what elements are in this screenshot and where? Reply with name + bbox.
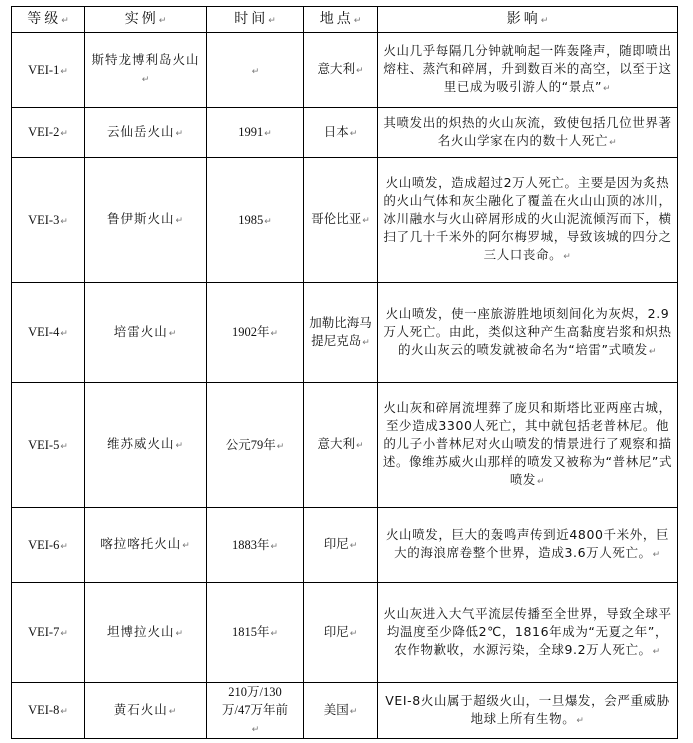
example-cell: 坦博拉火山↵	[85, 583, 207, 683]
impact-cell: 其喷发出的炽热的火山灰流，致使包括几位世界著名火山学家在内的数十人死亡↵	[378, 108, 678, 158]
example-cell: 斯特龙博利岛火山↵	[85, 33, 207, 108]
table-row	[12, 683, 678, 739]
header-time: 时间↵	[207, 7, 304, 33]
impact-cell: 火山喷发，使一座旅游胜地顷刻间化为灰烬，2.9万人死亡。由此，类似这种产生高黏度岩浆和炽热的火山灰云的喷发就被命名为“培雷”式喷发↵	[378, 283, 678, 383]
table-row	[12, 108, 678, 158]
level-cell: VEI-1↵	[12, 33, 85, 108]
time-cell: 210万/130万/47万年前↵	[207, 683, 304, 739]
table-row	[12, 283, 678, 383]
example-cell: 培雷火山↵	[85, 283, 207, 383]
example-cell: 黄石火山↵	[85, 683, 207, 739]
level-cell: VEI-4↵	[12, 283, 85, 383]
level-cell: VEI-3↵	[12, 158, 85, 283]
header-impact: 影响↵	[378, 7, 678, 33]
example-cell: 鲁伊斯火山↵	[85, 158, 207, 283]
level-cell: VEI-6↵	[12, 508, 85, 583]
impact-cell: 火山灰进入大气平流层传播至全世界，导致全球平均温度至少降低2℃，1816年成为“无夏之年”，农作物歉收，水源污染，全球9.2万人死亡。↵	[378, 583, 678, 683]
table-row	[12, 33, 678, 108]
impact-cell: 火山喷发，造成超过2万人死亡。主要是因为炙热的火山气体和灰尘融化了覆盖在火山山顶的冰川，冰川融水与火山碎屑形成的火山泥流倾泻而下，横扫了几十千米外的阿尔梅罗城，导致该城的四分之三人口丧命。↵	[378, 158, 678, 283]
time-cell: 1991↵	[207, 108, 304, 158]
impact-cell: VEI-8火山属于超级火山，一旦爆发，会严重威胁地球上所有生物。↵	[378, 683, 678, 739]
place-cell: 美国↵	[304, 683, 378, 739]
place-cell: 哥伦比亚↵	[304, 158, 378, 283]
level-cell: VEI-2↵	[12, 108, 85, 158]
vei-table	[11, 6, 678, 739]
example-cell: 云仙岳火山↵	[85, 108, 207, 158]
place-cell: 印尼↵	[304, 583, 378, 683]
place-cell: 意大利↵	[304, 383, 378, 508]
place-cell: 意大利↵	[304, 33, 378, 108]
level-cell: VEI-8↵	[12, 683, 85, 739]
table-row	[12, 383, 678, 508]
place-cell: 加勒比海马提尼克岛↵	[304, 283, 378, 383]
header-level: 等级↵	[12, 7, 85, 33]
place-cell: 日本↵	[304, 108, 378, 158]
header-place: 地点↵	[304, 7, 378, 33]
impact-cell: 火山灰和碎屑流埋葬了庞贝和斯塔比亚两座古城，至少造成3300人死亡，其中就包括老普林尼。他的儿子小普林尼对火山喷发的情景进行了观察和描述。像维苏威火山那样的喷发又被称为“普林尼”式喷发↵	[378, 383, 678, 508]
time-cell: ↵	[207, 33, 304, 108]
header-example: 实例↵	[85, 7, 207, 33]
time-cell: 1815年↵	[207, 583, 304, 683]
table-row	[12, 508, 678, 583]
table-row	[12, 583, 678, 683]
level-cell: VEI-7↵	[12, 583, 85, 683]
table-row	[12, 158, 678, 283]
place-cell: 印尼↵	[304, 508, 378, 583]
example-cell: 喀拉喀托火山↵	[85, 508, 207, 583]
time-cell: 1902年↵	[207, 283, 304, 383]
impact-cell: 火山几乎每隔几分钟就响起一阵轰隆声，随即喷出熔柱、蒸汽和碎屑，升到数百米的高空，以至于这里已成为吸引游人的“景点”↵	[378, 33, 678, 108]
example-cell: 维苏威火山↵	[85, 383, 207, 508]
header-row	[12, 7, 678, 33]
time-cell: 1985↵	[207, 158, 304, 283]
time-cell: 1883年↵	[207, 508, 304, 583]
impact-cell: 火山喷发，巨大的轰鸣声传到近4800千米外，巨大的海浪席卷整个世界，造成3.6万人死亡。↵	[378, 508, 678, 583]
level-cell: VEI-5↵	[12, 383, 85, 508]
time-cell: 公元79年↵	[207, 383, 304, 508]
